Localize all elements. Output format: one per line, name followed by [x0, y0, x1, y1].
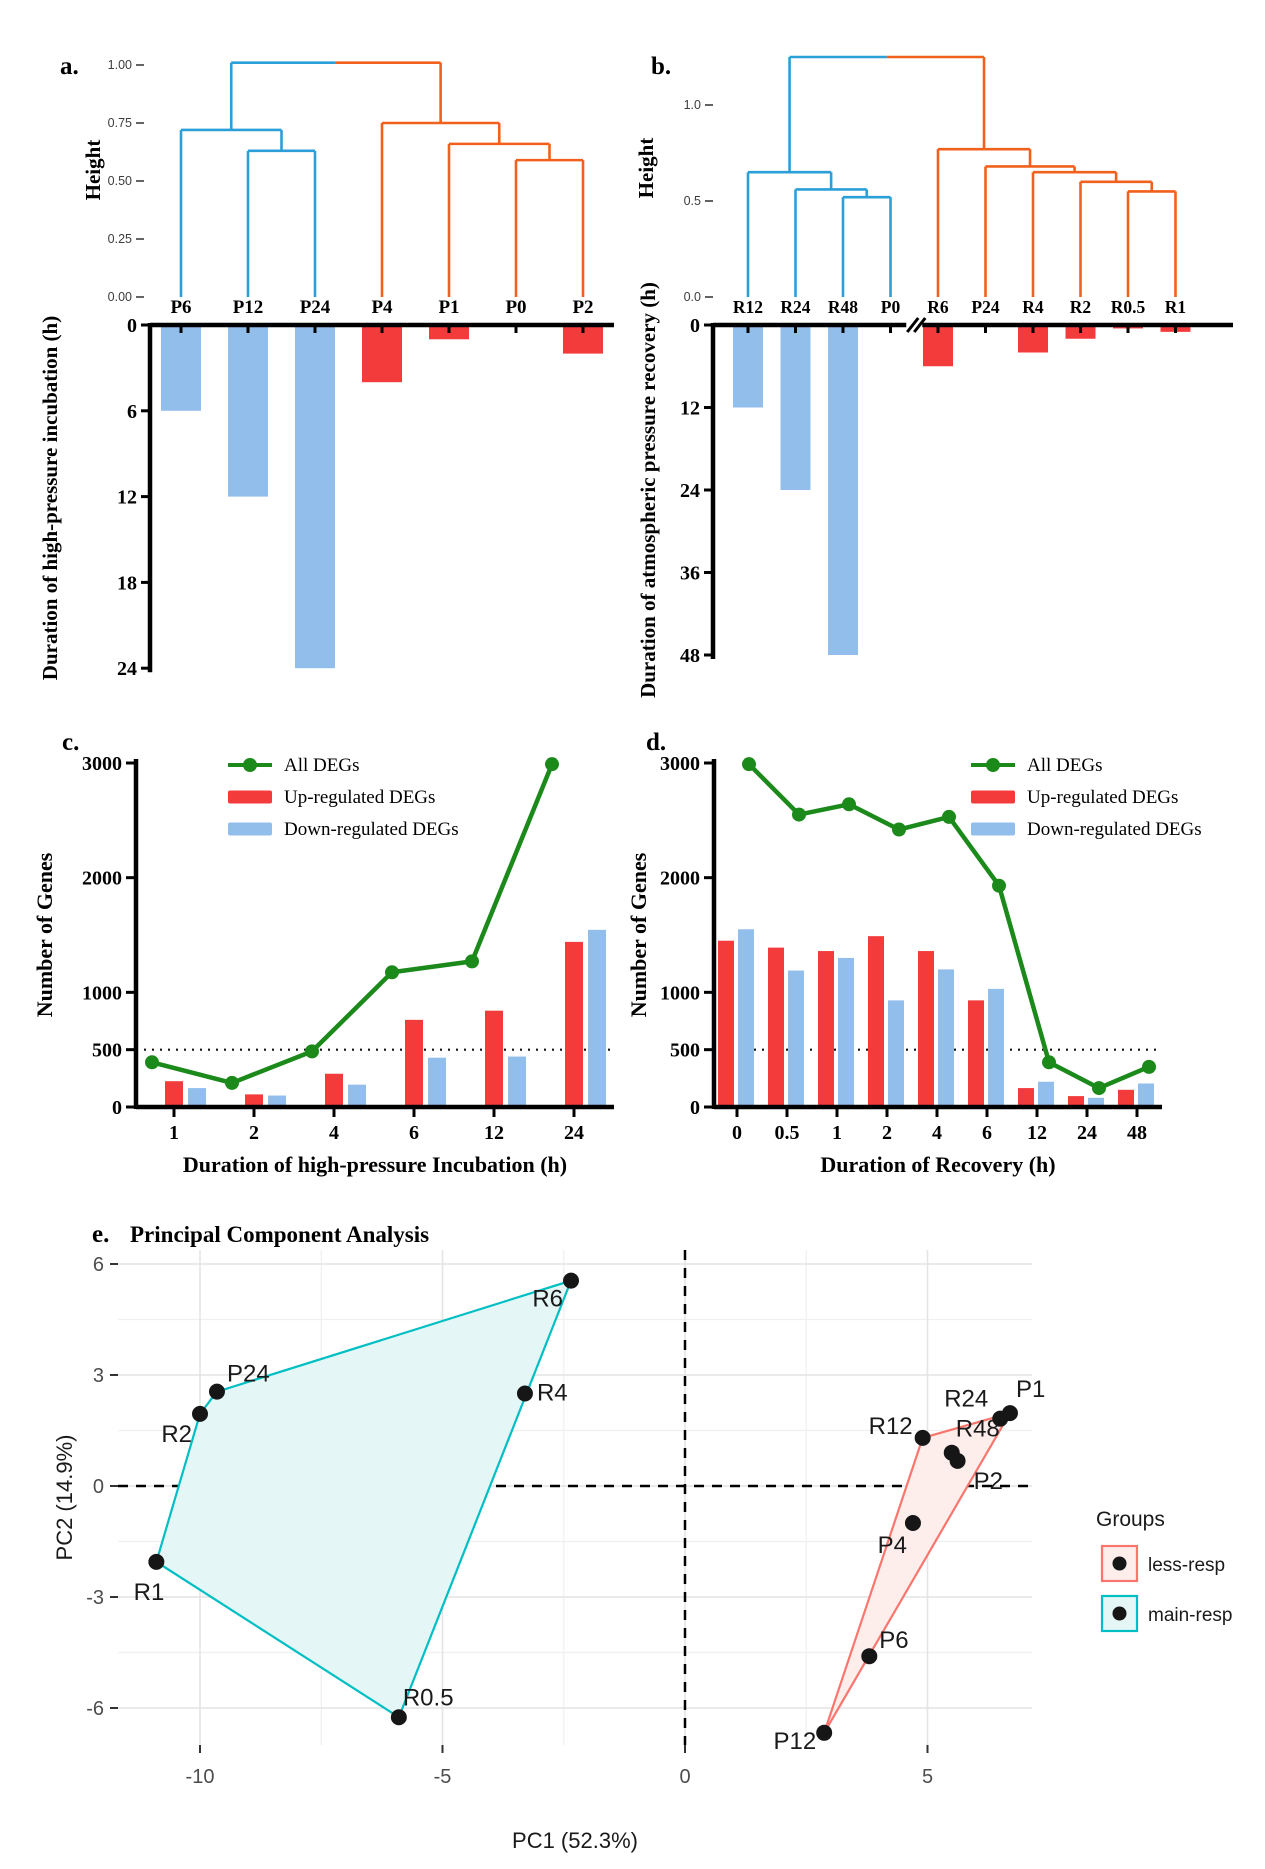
all-degs-point: [742, 757, 756, 771]
sample-point: [861, 1648, 877, 1664]
y-tick-label: 0: [690, 315, 700, 337]
y-tick-label: 0: [92, 1476, 104, 1498]
sample-point-label: P6: [879, 1627, 909, 1655]
all-degs-point: [842, 797, 856, 811]
panel-c-chart: [0, 700, 633, 1200]
legend-key-dot: [1113, 1607, 1127, 1621]
all-degs-point: [992, 879, 1006, 893]
x-tick-label: 0: [679, 1766, 691, 1788]
up-deg-bar: [718, 941, 734, 1107]
sample-point-label: P12: [773, 1727, 817, 1755]
x-tick-label: 12: [484, 1122, 504, 1144]
dendro-tick-label: 0.5: [683, 194, 701, 208]
bar-axis-title: Duration of high-pressure incubation (h): [38, 315, 62, 681]
sample-point-label: P1: [1015, 1376, 1046, 1404]
y-tick-label: 2000: [660, 867, 700, 890]
sample-point-label: R4: [536, 1379, 568, 1407]
x-axis-title: Duration of high-pressure Incubation (h): [182, 1152, 568, 1177]
sample-point: [391, 1709, 407, 1725]
x-tick-label: 0.5: [774, 1122, 800, 1144]
x-tick-label: 6: [982, 1122, 992, 1144]
leaf-label: R4: [1022, 297, 1044, 317]
legend-bar-swatch: [971, 823, 1015, 836]
leaf-label: R6: [927, 297, 949, 317]
y-tick-label: 1000: [82, 982, 122, 1005]
x-tick-label: 24: [1077, 1122, 1097, 1144]
x-tick-label: 5: [921, 1766, 934, 1788]
y-tick-label: -6: [86, 1698, 104, 1720]
leaf-label: R48: [827, 297, 859, 317]
down-deg-bar: [428, 1058, 446, 1107]
y-tick-label: -3: [86, 1587, 104, 1609]
sample-point: [517, 1386, 533, 1402]
panel-b-chart: [633, 0, 1265, 700]
sample-point-label: P4: [877, 1532, 907, 1559]
legend-bar-swatch: [228, 791, 272, 804]
all-degs-point: [792, 808, 806, 822]
sample-point: [915, 1430, 931, 1446]
legend-line-dot: [243, 758, 257, 772]
legend-bar-swatch: [228, 823, 272, 836]
legend-label: Down-regulated DEGs: [284, 819, 459, 840]
leaf-label: P6: [170, 297, 192, 318]
group-hull-main-resp: [156, 1281, 571, 1718]
y-tick-label: 24: [117, 658, 137, 681]
x-tick-label: 48: [1127, 1122, 1147, 1144]
legend-line-dot: [986, 758, 1000, 772]
leaf-label: R2: [1069, 297, 1092, 317]
y-tick-label: 2000: [82, 867, 122, 890]
x-tick-label: 1: [169, 1122, 179, 1144]
sample-point: [905, 1515, 921, 1531]
y-tick-label: 36: [680, 562, 700, 585]
dendro-tick-label: 0.00: [107, 290, 132, 304]
duration-bar: [161, 325, 201, 411]
x-tick-label: 6: [409, 1122, 419, 1144]
all-degs-point: [145, 1055, 159, 1069]
down-deg-bar: [588, 930, 606, 1107]
sample-point: [950, 1453, 966, 1469]
y-tick-label: 12: [680, 397, 700, 420]
down-deg-bar: [788, 971, 804, 1107]
sample-point: [192, 1406, 208, 1422]
up-deg-bar: [325, 1074, 343, 1107]
leaf-label: P2: [572, 297, 594, 318]
duration-bar: [733, 325, 763, 408]
y-axis-title: Number of Genes: [32, 852, 57, 1018]
legend-entry-label: main-resp: [1148, 1605, 1233, 1626]
all-degs-point: [385, 965, 399, 979]
legend-label: Down-regulated DEGs: [1027, 819, 1202, 840]
all-degs-point: [892, 823, 906, 837]
x-tick-label: 2: [882, 1122, 892, 1144]
sample-point-label: P2: [973, 1467, 1003, 1495]
x-tick-label: 4: [329, 1122, 339, 1144]
down-deg-bar: [188, 1088, 206, 1107]
dendro-tick-label: 0.50: [107, 174, 132, 188]
leaf-label: R1: [1164, 297, 1187, 317]
leaf-label: P24: [971, 297, 1000, 317]
duration-bar: [228, 325, 268, 497]
duration-bar: [781, 325, 811, 490]
group-hull-less-resp: [824, 1413, 1010, 1733]
x-tick-label: 4: [932, 1122, 942, 1144]
all-degs-point: [942, 810, 956, 824]
y-tick-label: 3000: [660, 753, 700, 775]
sample-point: [816, 1725, 832, 1741]
sample-point-label: R0.5: [402, 1684, 454, 1712]
y-tick-label: 1000: [660, 982, 700, 1005]
panel-e-chart: [0, 1200, 1265, 1869]
up-deg-bar: [165, 1081, 183, 1107]
up-deg-bar: [868, 936, 884, 1107]
down-deg-bar: [738, 929, 754, 1107]
sample-point-label: R12: [868, 1412, 913, 1440]
all-degs-point: [465, 954, 479, 968]
leaf-label: P1: [438, 297, 460, 318]
up-deg-bar: [1118, 1090, 1134, 1107]
all-degs-point: [305, 1044, 319, 1058]
down-deg-bar: [838, 958, 854, 1107]
y-axis-title: PC2 (14.9%): [52, 1434, 77, 1561]
leaf-label: P4: [371, 297, 393, 318]
duration-bar: [362, 325, 402, 382]
legend-label: Up-regulated DEGs: [1027, 787, 1179, 808]
y-tick-label: 3: [92, 1365, 104, 1387]
sample-point-label: R6: [532, 1285, 564, 1313]
sample-point: [563, 1273, 579, 1289]
sample-point: [209, 1384, 225, 1400]
up-deg-bar: [565, 942, 583, 1107]
sample-point: [148, 1554, 164, 1570]
down-deg-bar: [988, 989, 1004, 1107]
leaf-label: R24: [780, 297, 811, 317]
sample-point-label: P24: [226, 1360, 270, 1388]
legend-entry-label: less-resp: [1148, 1555, 1226, 1576]
down-deg-bar: [1138, 1083, 1154, 1107]
legend-label: All DEGs: [1027, 755, 1103, 776]
x-tick-label: 24: [564, 1122, 584, 1144]
legend-bar-swatch: [971, 791, 1015, 804]
sample-point-label: R24: [944, 1385, 989, 1413]
up-deg-bar: [918, 951, 934, 1107]
panel-e-title: Principal Component Analysis: [130, 1222, 430, 1247]
legend-title: Groups: [1096, 1508, 1165, 1531]
sample-point-label: R1: [133, 1578, 165, 1606]
duration-bar: [828, 325, 858, 655]
dendro-tick-label: 0.0: [683, 290, 701, 304]
up-deg-bar: [968, 1000, 984, 1107]
x-tick-label: 12: [1027, 1122, 1047, 1144]
y-tick-label: 3000: [82, 753, 122, 775]
all-degs-point: [545, 757, 559, 771]
y-tick-label: 0: [690, 1097, 700, 1119]
y-tick-label: 12: [117, 486, 137, 509]
panel-e-label: e.: [92, 1221, 110, 1248]
leaf-label: P0: [880, 297, 901, 317]
duration-bar: [295, 325, 335, 668]
down-deg-bar: [888, 1000, 904, 1107]
panel-d-chart: [626, 700, 1265, 1200]
all-degs-point: [1042, 1055, 1056, 1069]
leaf-label: P24: [299, 297, 331, 318]
panel-c-label: c.: [62, 729, 80, 756]
panel-a-label: a.: [60, 53, 79, 80]
legend-key-dot: [1113, 1557, 1127, 1571]
x-tick-label: 1: [832, 1122, 842, 1144]
dendro-axis-title: Height: [634, 137, 658, 199]
dendro-tick-label: 1.0: [683, 98, 701, 112]
x-axis-title: PC1 (52.3%): [512, 1828, 638, 1853]
y-tick-label: 0: [112, 1097, 122, 1119]
all-degs-point: [1092, 1081, 1106, 1095]
all-degs-point: [1142, 1060, 1156, 1074]
sample-point-label: R48: [955, 1415, 1000, 1443]
up-deg-bar: [1018, 1088, 1034, 1107]
down-deg-bar: [508, 1057, 526, 1107]
x-axis-title: Duration of Recovery (h): [820, 1152, 1056, 1177]
down-deg-bar: [348, 1085, 366, 1107]
x-tick-label: -5: [433, 1766, 452, 1788]
legend-label: Up-regulated DEGs: [284, 787, 436, 808]
leaf-label: P12: [232, 297, 264, 318]
panel-b-label: b.: [651, 53, 672, 80]
down-deg-bar: [938, 969, 954, 1107]
dendro-tick-label: 0.25: [107, 232, 132, 246]
x-tick-label: -10: [185, 1766, 215, 1788]
legend-label: All DEGs: [284, 755, 360, 776]
y-tick-label: 24: [680, 480, 700, 502]
y-tick-label: 6: [92, 1254, 104, 1276]
leaf-label: R0.5: [1110, 297, 1146, 317]
y-tick-label: 500: [92, 1039, 122, 1062]
panel-a-chart: [0, 0, 633, 700]
dendro-tick-label: 1.00: [107, 58, 132, 72]
dendro-tick-label: 0.75: [107, 116, 132, 130]
y-tick-label: 500: [670, 1039, 700, 1062]
leaf-label: R12: [732, 297, 764, 317]
y-axis-title: Number of Genes: [626, 852, 651, 1018]
y-tick-label: 18: [117, 572, 137, 595]
leaf-label: P0: [505, 297, 527, 318]
y-tick-label: 6: [127, 400, 137, 423]
y-tick-label: 0: [127, 315, 137, 337]
down-deg-bar: [1038, 1082, 1054, 1107]
up-deg-bar: [405, 1020, 423, 1107]
x-tick-label: 0: [732, 1122, 742, 1144]
panel-d-label: d.: [646, 729, 667, 756]
sample-point-label: R2: [161, 1420, 192, 1448]
up-deg-bar: [485, 1011, 503, 1107]
all-degs-point: [225, 1076, 239, 1090]
x-tick-label: 2: [249, 1122, 259, 1144]
y-tick-label: 48: [680, 645, 700, 667]
dendro-axis-title: Height: [81, 139, 105, 201]
up-deg-bar: [768, 948, 784, 1107]
bar-axis-title: Duration of atmospheric pressure recovery (h): [636, 282, 660, 698]
up-deg-bar: [818, 951, 834, 1107]
